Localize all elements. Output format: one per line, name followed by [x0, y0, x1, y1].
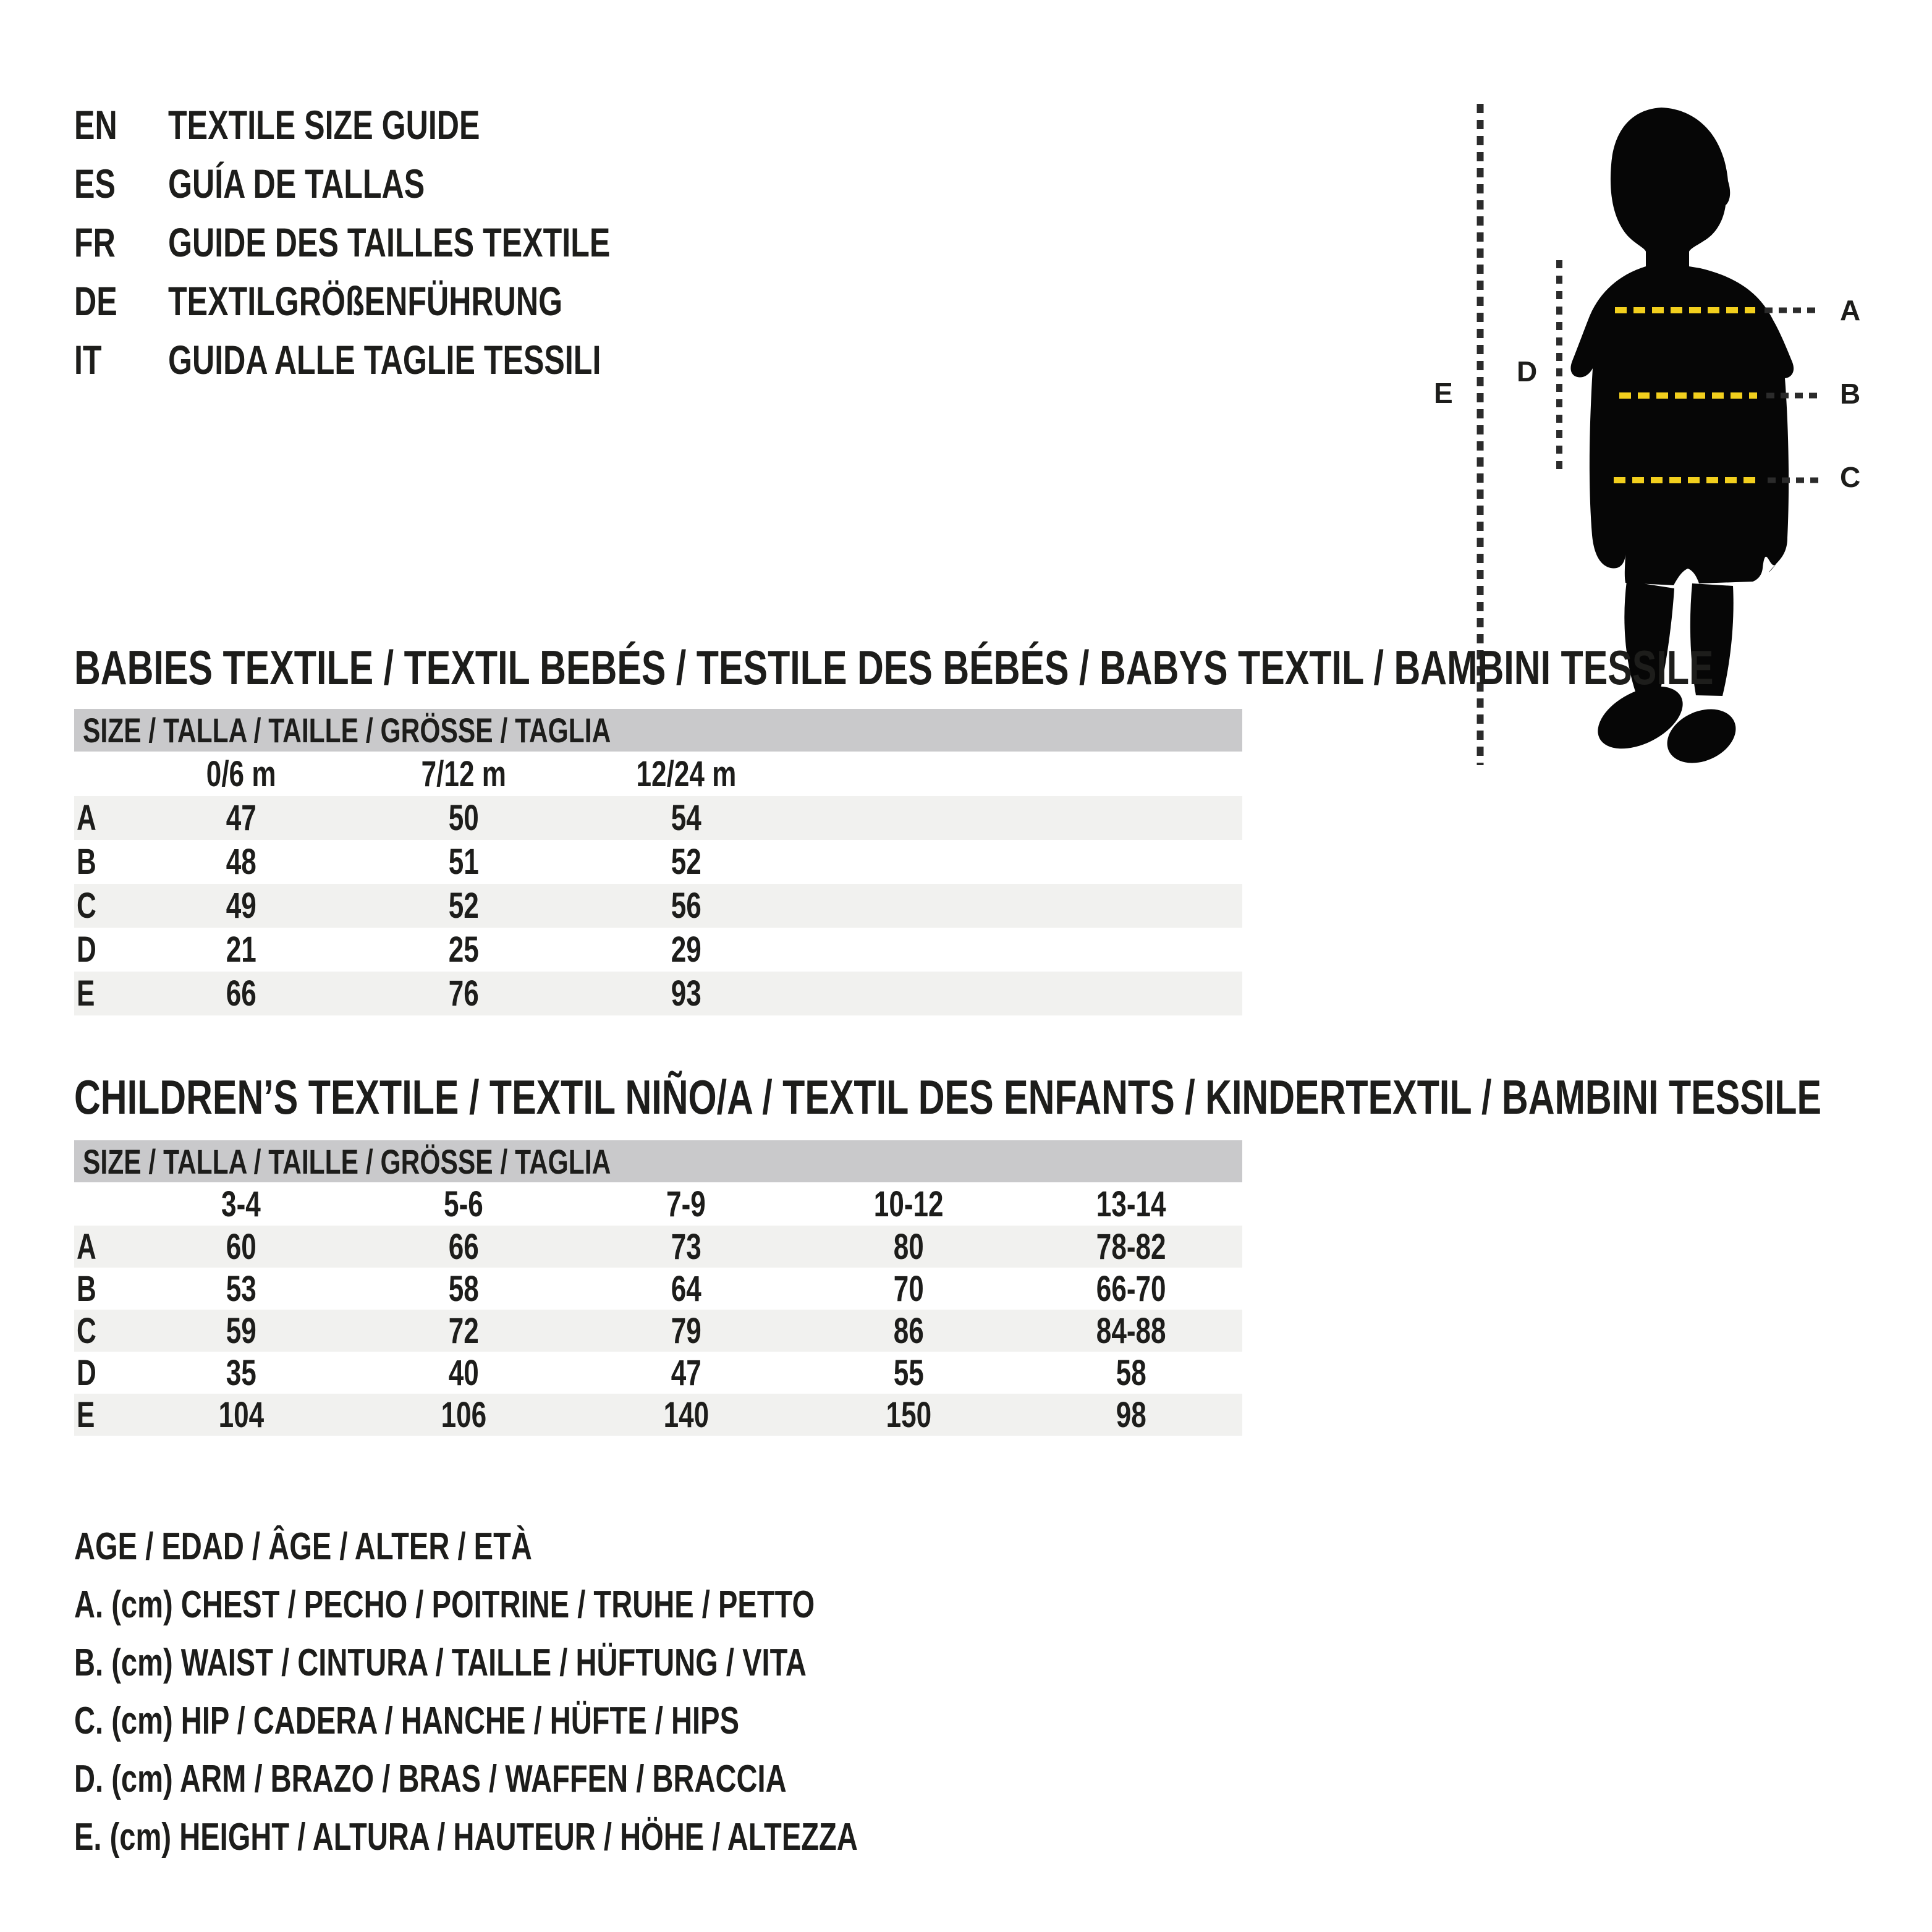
legend-row: [74, 1808, 1105, 1866]
size-table-row: [74, 1268, 1242, 1310]
row-measure-label: [74, 1268, 130, 1310]
row-measure-label-text: A: [77, 1226, 96, 1267]
figure-label-chest: A: [1840, 294, 1861, 326]
children-size-header-text: SIZE / TALLA / TAILLE / GRÖSSE / TAGLIA: [83, 1142, 611, 1181]
language-row: [74, 213, 750, 271]
size-value-text: 21: [226, 930, 256, 970]
size-table-row: [74, 884, 1242, 928]
language-code: [74, 336, 168, 383]
size-value-cell: [575, 841, 797, 883]
size-value-text: 76: [448, 973, 479, 1014]
size-value-cell: [575, 1226, 797, 1268]
children-size-table: [74, 1140, 1242, 1436]
size-table-row: [74, 1226, 1242, 1268]
size-table-row: [74, 972, 1242, 1015]
size-table-row: [74, 840, 1242, 884]
size-value-cell: [575, 797, 797, 839]
size-value-cell: [1020, 1310, 1242, 1352]
column-header-cell: [797, 753, 1020, 795]
language-code: [74, 101, 168, 148]
size-value-text: 70: [893, 1268, 924, 1309]
column-header-cell: [1020, 753, 1242, 795]
column-header-cell: [575, 1184, 797, 1225]
language-row: [74, 330, 750, 389]
language-code: [74, 278, 168, 324]
size-value-text: 49: [226, 886, 256, 926]
size-value-cell: [797, 1310, 1020, 1352]
legend-row-text: B. (cm) WAIST / CINTURA / TAILLE / HÜFTUNG / VITA: [74, 1641, 807, 1684]
language-code: [74, 219, 168, 266]
size-value-cell: [1020, 797, 1242, 839]
row-measure-label: [74, 1352, 130, 1394]
size-table-row: [74, 1352, 1242, 1394]
size-value-text: 50: [448, 798, 479, 838]
language-title: [168, 101, 578, 148]
size-value-text: 51: [448, 842, 479, 882]
row-measure-label-text: E: [77, 973, 95, 1014]
size-value-cell: [352, 973, 575, 1014]
legend-row: [74, 1692, 1105, 1750]
size-value-cell: [797, 1352, 1020, 1394]
size-value-cell: [797, 929, 1020, 970]
column-header-text: 12/24 m: [636, 753, 736, 794]
column-header-cell: [575, 753, 797, 795]
column-header-text: 3-4: [221, 1184, 261, 1224]
size-value-text: 47: [226, 798, 256, 838]
size-value-text: 80: [893, 1226, 924, 1267]
column-header-cell: [130, 1184, 352, 1225]
size-table-row: [74, 1310, 1242, 1352]
size-value-text: 86: [893, 1310, 924, 1351]
size-value-cell: [1020, 1226, 1242, 1268]
language-title: [168, 336, 738, 383]
size-value-text: 150: [886, 1394, 931, 1435]
row-measure-label-text: C: [77, 1310, 96, 1351]
row-measure-label-text: D: [77, 1352, 96, 1393]
size-value-text: 35: [226, 1352, 256, 1393]
row-measure-label: [74, 973, 130, 1014]
language-code-text: IT: [74, 336, 102, 383]
size-value-text: 25: [448, 930, 479, 970]
size-value-text: 58: [448, 1268, 479, 1309]
size-value-text: 78-82: [1096, 1226, 1166, 1267]
size-value-cell: [352, 1394, 575, 1436]
column-header-text: 0/6 m: [206, 753, 276, 794]
size-value-cell: [575, 1394, 797, 1436]
size-value-text: 59: [226, 1310, 256, 1351]
size-value-cell: [130, 797, 352, 839]
legend-row: [74, 1633, 1105, 1692]
size-value-text: 93: [671, 973, 701, 1014]
row-measure-label: [74, 1394, 130, 1436]
size-value-text: 66: [448, 1226, 479, 1267]
language-row: [74, 95, 750, 154]
babies-size-table: [74, 709, 1242, 1015]
row-measure-label: [74, 841, 130, 883]
column-header-text: 13-14: [1096, 1184, 1166, 1224]
legend-row: [74, 1517, 1105, 1575]
language-code-text: ES: [74, 160, 116, 206]
row-measure-label: [74, 1310, 130, 1352]
size-value-text: 58: [1116, 1352, 1146, 1393]
row-measure-label: [74, 929, 130, 970]
size-value-cell: [575, 1268, 797, 1310]
size-value-cell: [575, 929, 797, 970]
language-row: [74, 271, 750, 330]
size-value-cell: [352, 1352, 575, 1394]
size-value-text: 40: [448, 1352, 479, 1393]
column-header-text: 7/12 m: [421, 753, 506, 794]
column-header-cell: [797, 1184, 1020, 1225]
size-value-text: 104: [218, 1394, 264, 1435]
size-value-cell: [130, 929, 352, 970]
size-value-cell: [130, 973, 352, 1014]
size-value-text: 106: [441, 1394, 486, 1435]
size-value-text: 60: [226, 1226, 256, 1267]
column-header-cell: [352, 1184, 575, 1225]
size-value-cell: [352, 1226, 575, 1268]
language-title-text: TEXTILE SIZE GUIDE: [168, 101, 480, 148]
size-value-cell: [130, 1394, 352, 1436]
size-value-cell: [797, 973, 1020, 1014]
legend-row-text: D. (cm) ARM / BRAZO / BRAS / WAFFEN / BRACCIA: [74, 1757, 787, 1800]
column-header-text: 5-6: [444, 1184, 483, 1224]
language-title-text: GUIDE DES TAILLES TEXTILE: [168, 219, 611, 265]
column-header-cell: [130, 753, 352, 795]
children-section-heading: [74, 1072, 1932, 1122]
language-code-text: FR: [74, 219, 116, 265]
language-title-text: TEXTILGRÖßENFÜHRUNG: [168, 278, 563, 324]
size-value-text: 79: [671, 1310, 701, 1351]
legend-row-text: E. (cm) HEIGHT / ALTURA / HAUTEUR / HÖHE / ALTEZZA: [74, 1815, 858, 1858]
legend-row: [74, 1750, 1105, 1808]
size-value-text: 98: [1116, 1394, 1146, 1435]
language-code-text: DE: [74, 278, 117, 324]
size-value-text: 29: [671, 930, 701, 970]
babies-size-header-bar: [74, 709, 1242, 752]
size-value-cell: [797, 797, 1020, 839]
language-row: [74, 154, 750, 213]
size-value-cell: [130, 1352, 352, 1394]
babies-size-header-text: SIZE / TALLA / TAILLE / GRÖSSE / TAGLIA: [83, 711, 611, 750]
size-value-cell: [575, 1352, 797, 1394]
size-value-text: 48: [226, 842, 256, 882]
size-value-cell: [130, 1268, 352, 1310]
legend-row: [74, 1575, 1105, 1633]
row-measure-label: [74, 885, 130, 926]
size-value-cell: [130, 1310, 352, 1352]
language-title-text: GUIDA ALLE TAGLIE TESSILI: [168, 336, 601, 383]
column-header-text: 7-9: [666, 1184, 706, 1224]
language-title-text: GUÍA DE TALLAS: [168, 160, 425, 206]
children-heading-text: CHILDREN’S TEXTILE / TEXTIL NIÑO/A / TEXTIL DES ENFANTS / KINDERTEXTIL / BAMBINI TESSILE: [74, 1070, 1822, 1124]
language-title: [168, 219, 750, 266]
size-value-cell: [1020, 1268, 1242, 1310]
measurement-legend: [74, 1517, 1105, 1866]
size-value-text: 47: [671, 1352, 701, 1393]
size-table-column-header-row: [74, 752, 1242, 796]
size-value-cell: [130, 841, 352, 883]
size-value-cell: [1020, 841, 1242, 883]
row-measure-label-text: C: [77, 886, 96, 926]
row-measure-label: [74, 797, 130, 839]
size-value-text: 54: [671, 798, 701, 838]
babies-heading-text: BABIES TEXTILE / TEXTIL BEBÉS / TESTILE DES BÉBÉS / BABYS TEXTIL / BAMBINI TESSILE: [74, 640, 1714, 695]
size-value-text: 52: [671, 842, 701, 882]
size-value-cell: [797, 1268, 1020, 1310]
size-value-cell: [130, 1226, 352, 1268]
size-value-text: 66: [226, 973, 256, 1014]
size-value-text: 64: [671, 1268, 701, 1309]
size-value-cell: [352, 1268, 575, 1310]
row-measure-label-text: E: [77, 1394, 95, 1435]
size-value-text: 56: [671, 886, 701, 926]
legend-row-text: C. (cm) HIP / CADERA / HANCHE / HÜFTE / HIPS: [74, 1699, 740, 1742]
column-header-cell: [1020, 1184, 1242, 1225]
children-size-header-bar: [74, 1140, 1242, 1182]
figure-label-arm: D: [1517, 355, 1538, 388]
size-value-text: 72: [448, 1310, 479, 1351]
language-title: [168, 278, 687, 324]
size-value-text: 53: [226, 1268, 256, 1309]
size-value-text: 140: [663, 1394, 709, 1435]
language-title: [168, 160, 506, 207]
size-value-cell: [575, 885, 797, 926]
legend-row-text: A. (cm) CHEST / PECHO / POITRINE / TRUHE / PETTO: [74, 1583, 815, 1626]
size-value-cell: [797, 841, 1020, 883]
legend-row-text: AGE / EDAD / ÂGE / ALTER / ETÀ: [74, 1525, 532, 1568]
size-value-cell: [352, 841, 575, 883]
size-value-cell: [797, 885, 1020, 926]
size-value-text: 73: [671, 1226, 701, 1267]
size-value-text: 84-88: [1096, 1310, 1166, 1351]
size-value-cell: [1020, 1394, 1242, 1436]
size-value-cell: [1020, 885, 1242, 926]
row-measure-label-text: B: [77, 842, 96, 882]
row-measure-label-text: B: [77, 1268, 96, 1309]
size-value-cell: [130, 885, 352, 926]
size-value-cell: [575, 1310, 797, 1352]
size-value-cell: [1020, 973, 1242, 1014]
language-code: [74, 160, 168, 207]
column-header-text: 10-12: [873, 1184, 944, 1224]
size-value-cell: [352, 1310, 575, 1352]
column-header-cell: [352, 753, 575, 795]
size-value-text: 66-70: [1096, 1268, 1166, 1309]
babies-section-heading: [74, 640, 1932, 695]
size-table-row: [74, 1394, 1242, 1436]
size-value-cell: [1020, 929, 1242, 970]
size-value-text: 55: [893, 1352, 924, 1393]
language-code-text: EN: [74, 101, 117, 148]
size-value-cell: [352, 885, 575, 926]
row-measure-label: [74, 1226, 130, 1268]
row-measure-label-text: D: [77, 930, 96, 970]
size-value-cell: [1020, 1352, 1242, 1394]
figure-label-hip: C: [1840, 461, 1861, 493]
size-value-cell: [797, 1394, 1020, 1436]
size-value-cell: [797, 1226, 1020, 1268]
size-value-cell: [352, 929, 575, 970]
size-value-cell: [575, 973, 797, 1014]
size-value-cell: [352, 797, 575, 839]
figure-label-waist: B: [1840, 378, 1861, 410]
figure-label-height: E: [1434, 377, 1453, 409]
row-measure-label-text: A: [77, 798, 96, 838]
size-table-column-header-row: [74, 1182, 1242, 1226]
size-table-row: [74, 796, 1242, 840]
size-table-row: [74, 928, 1242, 972]
language-title-list: [74, 95, 750, 389]
size-value-text: 52: [448, 886, 479, 926]
